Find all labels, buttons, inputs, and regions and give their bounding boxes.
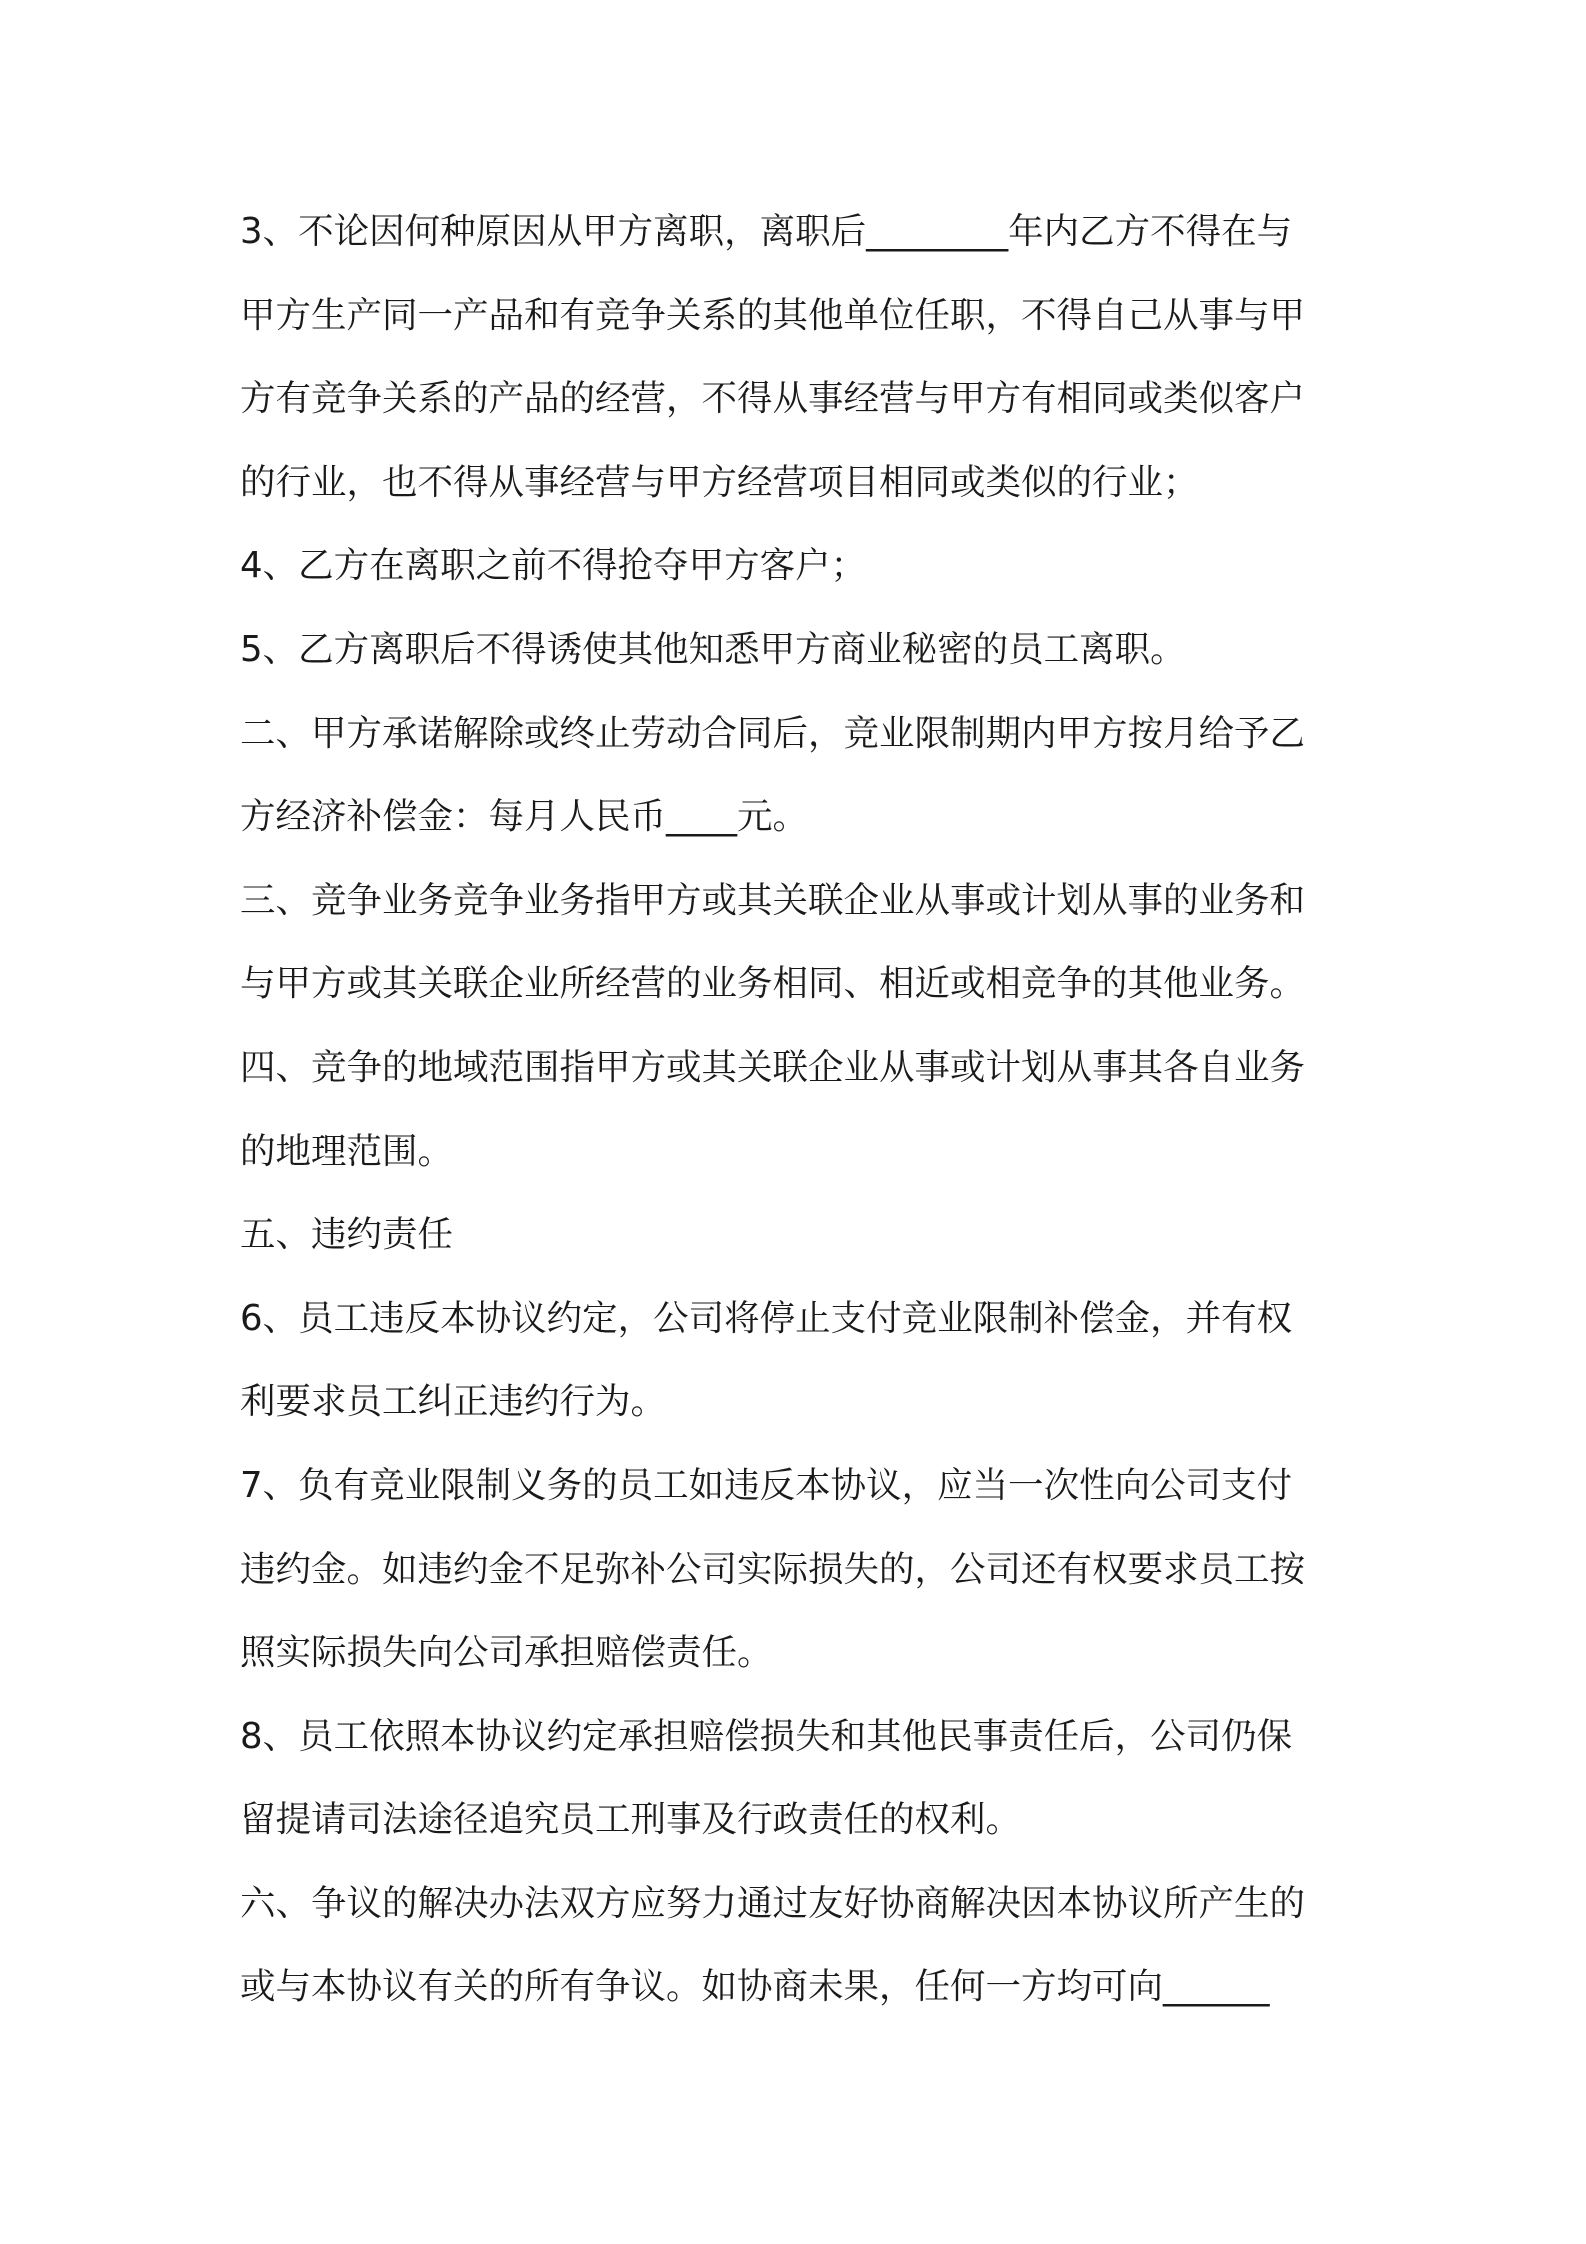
- text-line: 三、竞争业务竞争业务指甲方或其关联企业从事或计划从事的业务和: [240, 879, 1306, 921]
- text-line: 7、负有竞业限制义务的员工如违反本协议，应当一次性向公司支付: [240, 1464, 1293, 1506]
- text-line: 六、争议的解决办法双方应努力通过友好协商解决因本协议所产生的: [240, 1882, 1306, 1924]
- text-line: 6、员工违反本协议约定，公司将停止支付竞业限制补偿金，并有权: [240, 1297, 1293, 1339]
- text-line: 或与本协议有关的所有争议。如协商未果，任何一方均可向______: [240, 1966, 1270, 2008]
- text-line: 3、不论因何种原因从甲方离职，离职后________年内乙方不得在与: [240, 211, 1293, 252]
- text-line: 利要求员工纠正违约行为。: [240, 1381, 667, 1423]
- text-line: 照实际损失向公司承担赔偿责任。: [240, 1632, 773, 1674]
- text-line: 甲方生产同一产品和有竞争关系的其他单位任职，不得自己从事与甲: [240, 294, 1306, 336]
- text-line: 的行业，也不得从事经营与甲方经营项目相同或类似的行业；: [240, 461, 1199, 503]
- text-line: 方有竞争关系的产品的经营，不得从事经营与甲方有相同或类似客户: [240, 378, 1306, 420]
- document-body: [240, 190, 1355, 2029]
- text-line: 5、乙方离职后不得诱使其他知悉甲方商业秘密的员工离职。: [240, 628, 1186, 670]
- text-line: 与甲方或其关联企业所经营的业务相同、相近或相竞争的其他业务。: [240, 963, 1306, 1005]
- text-line: 4、乙方在离职之前不得抢夺甲方客户；: [240, 545, 867, 587]
- text-line: 违约金。如违约金不足弥补公司实际损失的，公司还有权要求员工按: [240, 1548, 1306, 1590]
- section-heading: 五、违约责任: [240, 1214, 454, 1256]
- text-line: 的地理范围。: [240, 1130, 454, 1172]
- text-line: 8、员工依照本协议约定承担赔偿损失和其他民事责任后，公司仍保: [240, 1715, 1293, 1757]
- text-line: 留提请司法途径追究员工刑事及行政责任的权利。: [240, 1799, 1022, 1841]
- text-line: 方经济补偿金：每月人民币____元。: [240, 796, 809, 838]
- text-line: 二、甲方承诺解除或终止劳动合同后，竞业限制期内甲方按月给予乙: [240, 712, 1306, 754]
- text-line: 四、竞争的地域范围指甲方或其关联企业从事或计划从事其各自业务: [240, 1046, 1306, 1088]
